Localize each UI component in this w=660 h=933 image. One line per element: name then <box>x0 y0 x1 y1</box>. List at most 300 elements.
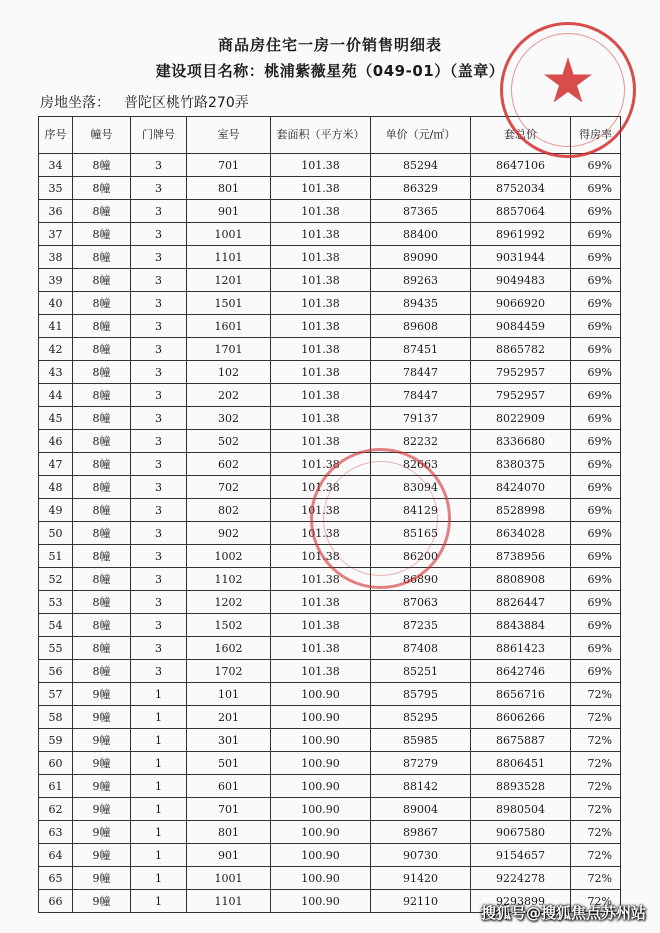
table-cell: 1602 <box>187 637 271 660</box>
table-cell: 89090 <box>371 246 471 269</box>
table-cell: 9幢 <box>73 775 131 798</box>
table-cell: 101.38 <box>271 522 371 545</box>
table-cell: 101.38 <box>271 453 371 476</box>
table-row <box>39 407 621 430</box>
table-cell: 54 <box>39 614 73 637</box>
table-cell: 9幢 <box>73 683 131 706</box>
table-body <box>39 154 621 913</box>
table-cell: 42 <box>39 338 73 361</box>
table-cell: 8幢 <box>73 200 131 223</box>
table-cell: 601 <box>187 775 271 798</box>
table-cell: 69% <box>571 522 621 545</box>
table-cell: 102 <box>187 361 271 384</box>
table-cell: 101.38 <box>271 338 371 361</box>
table-cell: 101.38 <box>271 499 371 522</box>
table-cell: 85795 <box>371 683 471 706</box>
table-cell: 9031944 <box>471 246 571 269</box>
table-cell: 3 <box>131 614 187 637</box>
table-cell: 3 <box>131 200 187 223</box>
table-cell: 64 <box>39 844 73 867</box>
table-cell: 8865782 <box>471 338 571 361</box>
table-cell: 89608 <box>371 315 471 338</box>
table-row <box>39 453 621 476</box>
table-cell: 69% <box>571 223 621 246</box>
table-cell: 502 <box>187 430 271 453</box>
table-cell: 9幢 <box>73 752 131 775</box>
table-row <box>39 706 621 729</box>
table-cell: 36 <box>39 200 73 223</box>
table-cell: 3 <box>131 223 187 246</box>
table-cell: 55 <box>39 637 73 660</box>
table-cell: 8幢 <box>73 476 131 499</box>
table-cell: 101.38 <box>271 361 371 384</box>
table-cell: 86200 <box>371 545 471 568</box>
table-row <box>39 683 621 706</box>
table-cell: 87279 <box>371 752 471 775</box>
table-cell: 9幢 <box>73 798 131 821</box>
table-cell: 100.90 <box>271 683 371 706</box>
table-cell: 1 <box>131 706 187 729</box>
table-cell: 85295 <box>371 706 471 729</box>
table-row <box>39 361 621 384</box>
table-cell: 101.38 <box>271 637 371 660</box>
table-cell: 69% <box>571 315 621 338</box>
table-cell: 302 <box>187 407 271 430</box>
table-row <box>39 660 621 683</box>
table-cell: 8幢 <box>73 614 131 637</box>
table-cell: 8861423 <box>471 637 571 660</box>
table-cell: 72% <box>571 706 621 729</box>
table-cell: 69% <box>571 407 621 430</box>
table-cell: 3 <box>131 591 187 614</box>
table-cell: 89867 <box>371 821 471 844</box>
table-cell: 1702 <box>187 660 271 683</box>
table-cell: 79137 <box>371 407 471 430</box>
table-cell: 82232 <box>371 430 471 453</box>
table-cell: 61 <box>39 775 73 798</box>
table-cell: 87365 <box>371 200 471 223</box>
table-cell: 8826447 <box>471 591 571 614</box>
table-cell: 69% <box>571 545 621 568</box>
table-cell: 8幢 <box>73 154 131 177</box>
table-row <box>39 338 621 361</box>
table-cell: 9084459 <box>471 315 571 338</box>
table-cell: 8幢 <box>73 660 131 683</box>
table-cell: 87451 <box>371 338 471 361</box>
table-cell: 9293899 <box>471 890 571 913</box>
table-cell: 69% <box>571 614 621 637</box>
table-cell: 9224278 <box>471 867 571 890</box>
table-cell: 8幢 <box>73 637 131 660</box>
table-cell: 101.38 <box>271 591 371 614</box>
table-cell: 3 <box>131 637 187 660</box>
column-header: 得房率 <box>571 117 621 154</box>
table-cell: 1 <box>131 729 187 752</box>
table-cell: 701 <box>187 798 271 821</box>
table-cell: 8980504 <box>471 798 571 821</box>
table-cell: 89004 <box>371 798 471 821</box>
table-cell: 9幢 <box>73 729 131 752</box>
table-cell: 701 <box>187 154 271 177</box>
table-cell: 69% <box>571 591 621 614</box>
table-cell: 53 <box>39 591 73 614</box>
table-cell: 78447 <box>371 361 471 384</box>
table-cell: 101.38 <box>271 545 371 568</box>
table-cell: 8806451 <box>471 752 571 775</box>
column-header: 套面积（平方米） <box>271 117 371 154</box>
table-cell: 8幢 <box>73 568 131 591</box>
table-cell: 72% <box>571 821 621 844</box>
table-cell: 101.38 <box>271 476 371 499</box>
table-cell: 63 <box>39 821 73 844</box>
table-cell: 3 <box>131 476 187 499</box>
table-cell: 8幢 <box>73 269 131 292</box>
table-cell: 1502 <box>187 614 271 637</box>
table-cell: 101.38 <box>271 246 371 269</box>
table-cell: 72% <box>571 683 621 706</box>
table-cell: 44 <box>39 384 73 407</box>
table-cell: 501 <box>187 752 271 775</box>
table-cell: 57 <box>39 683 73 706</box>
table-cell: 46 <box>39 430 73 453</box>
table-cell: 1001 <box>187 223 271 246</box>
table-cell: 72% <box>571 867 621 890</box>
table-cell: 69% <box>571 338 621 361</box>
table-cell: 8幢 <box>73 545 131 568</box>
table-row <box>39 867 621 890</box>
table-cell: 38 <box>39 246 73 269</box>
table-cell: 9幢 <box>73 867 131 890</box>
table-cell: 101.38 <box>271 614 371 637</box>
table-cell: 8幢 <box>73 499 131 522</box>
table-row <box>39 269 621 292</box>
table-cell: 58 <box>39 706 73 729</box>
table-cell: 72% <box>571 775 621 798</box>
table-row <box>39 246 621 269</box>
table-cell: 69% <box>571 177 621 200</box>
table-cell: 202 <box>187 384 271 407</box>
table-cell: 85251 <box>371 660 471 683</box>
table-cell: 101.38 <box>271 384 371 407</box>
table-cell: 3 <box>131 246 187 269</box>
table-cell: 72% <box>571 844 621 867</box>
table-header-row <box>39 117 621 154</box>
table-cell: 3 <box>131 660 187 683</box>
table-cell: 1201 <box>187 269 271 292</box>
table-row <box>39 844 621 867</box>
table-cell: 9幢 <box>73 821 131 844</box>
table-cell: 8528998 <box>471 499 571 522</box>
table-cell: 901 <box>187 200 271 223</box>
table-cell: 7952957 <box>471 361 571 384</box>
table-cell: 8336680 <box>471 430 571 453</box>
table-cell: 39 <box>39 269 73 292</box>
table-cell: 3 <box>131 499 187 522</box>
table-cell: 802 <box>187 499 271 522</box>
table-cell: 100.90 <box>271 729 371 752</box>
table-cell: 101.38 <box>271 292 371 315</box>
table-cell: 51 <box>39 545 73 568</box>
table-cell: 301 <box>187 729 271 752</box>
table-cell: 1101 <box>187 890 271 913</box>
table-cell: 100.90 <box>271 706 371 729</box>
table-cell: 87235 <box>371 614 471 637</box>
table-cell: 101.38 <box>271 660 371 683</box>
table-cell: 100.90 <box>271 844 371 867</box>
table-cell: 52 <box>39 568 73 591</box>
table-cell: 69% <box>571 269 621 292</box>
table-cell: 1 <box>131 798 187 821</box>
table-cell: 8642746 <box>471 660 571 683</box>
table-cell: 3 <box>131 292 187 315</box>
table-cell: 45 <box>39 407 73 430</box>
table-cell: 72% <box>571 798 621 821</box>
table-cell: 1202 <box>187 591 271 614</box>
table-cell: 78447 <box>371 384 471 407</box>
table-cell: 8幢 <box>73 315 131 338</box>
table-cell: 69% <box>571 568 621 591</box>
table-row <box>39 177 621 200</box>
column-header: 套总价 <box>471 117 571 154</box>
table-cell: 66 <box>39 890 73 913</box>
table-cell: 8022909 <box>471 407 571 430</box>
table-cell: 50 <box>39 522 73 545</box>
table-cell: 8幢 <box>73 407 131 430</box>
table-row <box>39 430 621 453</box>
table-cell: 8幢 <box>73 223 131 246</box>
table-cell: 87408 <box>371 637 471 660</box>
table-cell: 1101 <box>187 246 271 269</box>
table-cell: 89435 <box>371 292 471 315</box>
table-cell: 82663 <box>371 453 471 476</box>
table-cell: 8幢 <box>73 453 131 476</box>
table-row <box>39 200 621 223</box>
table-cell: 43 <box>39 361 73 384</box>
column-header: 单价（元/㎡） <box>371 117 471 154</box>
table-cell: 69% <box>571 384 621 407</box>
table-row <box>39 752 621 775</box>
table-cell: 8幢 <box>73 338 131 361</box>
table-cell: 86329 <box>371 177 471 200</box>
table-cell: 69% <box>571 499 621 522</box>
table-cell: 7952957 <box>471 384 571 407</box>
table-cell: 201 <box>187 706 271 729</box>
table-cell: 86890 <box>371 568 471 591</box>
table-cell: 801 <box>187 177 271 200</box>
table-cell: 40 <box>39 292 73 315</box>
table-cell: 69% <box>571 246 621 269</box>
table-cell: 702 <box>187 476 271 499</box>
table-cell: 8幢 <box>73 292 131 315</box>
table-cell: 3 <box>131 568 187 591</box>
address-label: 房地坐落： <box>40 95 110 111</box>
column-header: 室号 <box>187 117 271 154</box>
address-line <box>40 92 263 112</box>
table-cell: 59 <box>39 729 73 752</box>
column-header: 门牌号 <box>131 117 187 154</box>
table-row <box>39 775 621 798</box>
table-cell: 101.38 <box>271 568 371 591</box>
table-row <box>39 545 621 568</box>
table-cell: 100.90 <box>271 867 371 890</box>
table-cell: 56 <box>39 660 73 683</box>
table-cell: 1 <box>131 683 187 706</box>
table-cell: 3 <box>131 315 187 338</box>
watermark: 搜狐号@搜狐焦点苏州站 <box>480 904 646 922</box>
table-cell: 85294 <box>371 154 471 177</box>
table-cell: 101.38 <box>271 177 371 200</box>
table-cell: 101.38 <box>271 430 371 453</box>
table-cell: 41 <box>39 315 73 338</box>
table-cell: 3 <box>131 407 187 430</box>
table-cell: 8752034 <box>471 177 571 200</box>
table-cell: 8606266 <box>471 706 571 729</box>
table-cell: 100.90 <box>271 752 371 775</box>
table-cell: 602 <box>187 453 271 476</box>
table-cell: 8380375 <box>471 453 571 476</box>
table-row <box>39 499 621 522</box>
table-cell: 1002 <box>187 545 271 568</box>
table-row <box>39 154 621 177</box>
table-cell: 3 <box>131 338 187 361</box>
table-cell: 1102 <box>187 568 271 591</box>
table-cell: 8幢 <box>73 591 131 614</box>
table-cell: 1 <box>131 775 187 798</box>
table-cell: 62 <box>39 798 73 821</box>
table-cell: 101.38 <box>271 315 371 338</box>
table-cell: 1 <box>131 821 187 844</box>
table-cell: 9幢 <box>73 890 131 913</box>
table-cell: 101.38 <box>271 200 371 223</box>
table-cell: 8961992 <box>471 223 571 246</box>
table-cell: 89263 <box>371 269 471 292</box>
table-cell: 8424070 <box>471 476 571 499</box>
table-cell: 3 <box>131 269 187 292</box>
table-cell: 1001 <box>187 867 271 890</box>
table-row <box>39 591 621 614</box>
table-cell: 100.90 <box>271 775 371 798</box>
table-cell: 3 <box>131 545 187 568</box>
table-cell: 1 <box>131 752 187 775</box>
project-subtitle: 建设项目名称：桃浦紫薇星苑（049-01）（盖章） <box>155 62 505 80</box>
table-cell: 90730 <box>371 844 471 867</box>
table-cell: 3 <box>131 177 187 200</box>
table-cell: 1501 <box>187 292 271 315</box>
table-row <box>39 384 621 407</box>
table-cell: 9049483 <box>471 269 571 292</box>
table-cell: 801 <box>187 821 271 844</box>
table-cell: 69% <box>571 430 621 453</box>
table-cell: 34 <box>39 154 73 177</box>
table-cell: 8幢 <box>73 522 131 545</box>
table-cell: 100.90 <box>271 798 371 821</box>
table-cell: 901 <box>187 844 271 867</box>
table-cell: 85165 <box>371 522 471 545</box>
table-cell: 8808908 <box>471 568 571 591</box>
table-cell: 91420 <box>371 867 471 890</box>
table-row <box>39 614 621 637</box>
table-cell: 69% <box>571 200 621 223</box>
table-cell: 47 <box>39 453 73 476</box>
table-cell: 69% <box>571 154 621 177</box>
table-cell: 72% <box>571 890 621 913</box>
document-title: 商品房住宅一房一价销售明细表 <box>217 36 442 54</box>
table-cell: 3 <box>131 522 187 545</box>
table-cell: 69% <box>571 453 621 476</box>
table-row <box>39 821 621 844</box>
table-cell: 8893528 <box>471 775 571 798</box>
table-cell: 3 <box>131 453 187 476</box>
table-row <box>39 798 621 821</box>
table-cell: 87063 <box>371 591 471 614</box>
table-cell: 69% <box>571 637 621 660</box>
table-cell: 1 <box>131 867 187 890</box>
table-cell: 69% <box>571 476 621 499</box>
table-cell: 8幢 <box>73 177 131 200</box>
table-cell: 8幢 <box>73 246 131 269</box>
column-header: 序号 <box>39 117 73 154</box>
table-cell: 3 <box>131 361 187 384</box>
table-cell: 8738956 <box>471 545 571 568</box>
table-cell: 8843884 <box>471 614 571 637</box>
table-cell: 88400 <box>371 223 471 246</box>
table-row <box>39 292 621 315</box>
table-row <box>39 568 621 591</box>
table-cell: 65 <box>39 867 73 890</box>
table-cell: 69% <box>571 660 621 683</box>
table-cell: 8幢 <box>73 384 131 407</box>
table-cell: 101.38 <box>271 407 371 430</box>
table-row <box>39 315 621 338</box>
table-cell: 72% <box>571 729 621 752</box>
column-header: 幢号 <box>73 117 131 154</box>
table-cell: 8857064 <box>471 200 571 223</box>
table-cell: 69% <box>571 361 621 384</box>
table-cell: 101.38 <box>271 223 371 246</box>
table-cell: 3 <box>131 384 187 407</box>
table-cell: 88142 <box>371 775 471 798</box>
table-cell: 37 <box>39 223 73 246</box>
table-cell: 8647106 <box>471 154 571 177</box>
table-cell: 101 <box>187 683 271 706</box>
table-cell: 69% <box>571 292 621 315</box>
table-cell: 8幢 <box>73 361 131 384</box>
table-row <box>39 637 621 660</box>
table-row <box>39 223 621 246</box>
table-cell: 9154657 <box>471 844 571 867</box>
table-cell: 84129 <box>371 499 471 522</box>
sales-table <box>38 116 621 913</box>
table-cell: 101.38 <box>271 154 371 177</box>
table-cell: 101.38 <box>271 269 371 292</box>
table-row <box>39 522 621 545</box>
table-cell: 1 <box>131 844 187 867</box>
table-cell: 8634028 <box>471 522 571 545</box>
table-cell: 92110 <box>371 890 471 913</box>
table-cell: 8幢 <box>73 430 131 453</box>
table-cell: 3 <box>131 430 187 453</box>
table-cell: 1 <box>131 890 187 913</box>
table-cell: 8675887 <box>471 729 571 752</box>
table-cell: 902 <box>187 522 271 545</box>
table-cell: 9幢 <box>73 706 131 729</box>
table-cell: 1601 <box>187 315 271 338</box>
table-cell: 9幢 <box>73 844 131 867</box>
table-row <box>39 729 621 752</box>
table-cell: 9066920 <box>471 292 571 315</box>
table-cell: 83094 <box>371 476 471 499</box>
table-cell: 72% <box>571 752 621 775</box>
